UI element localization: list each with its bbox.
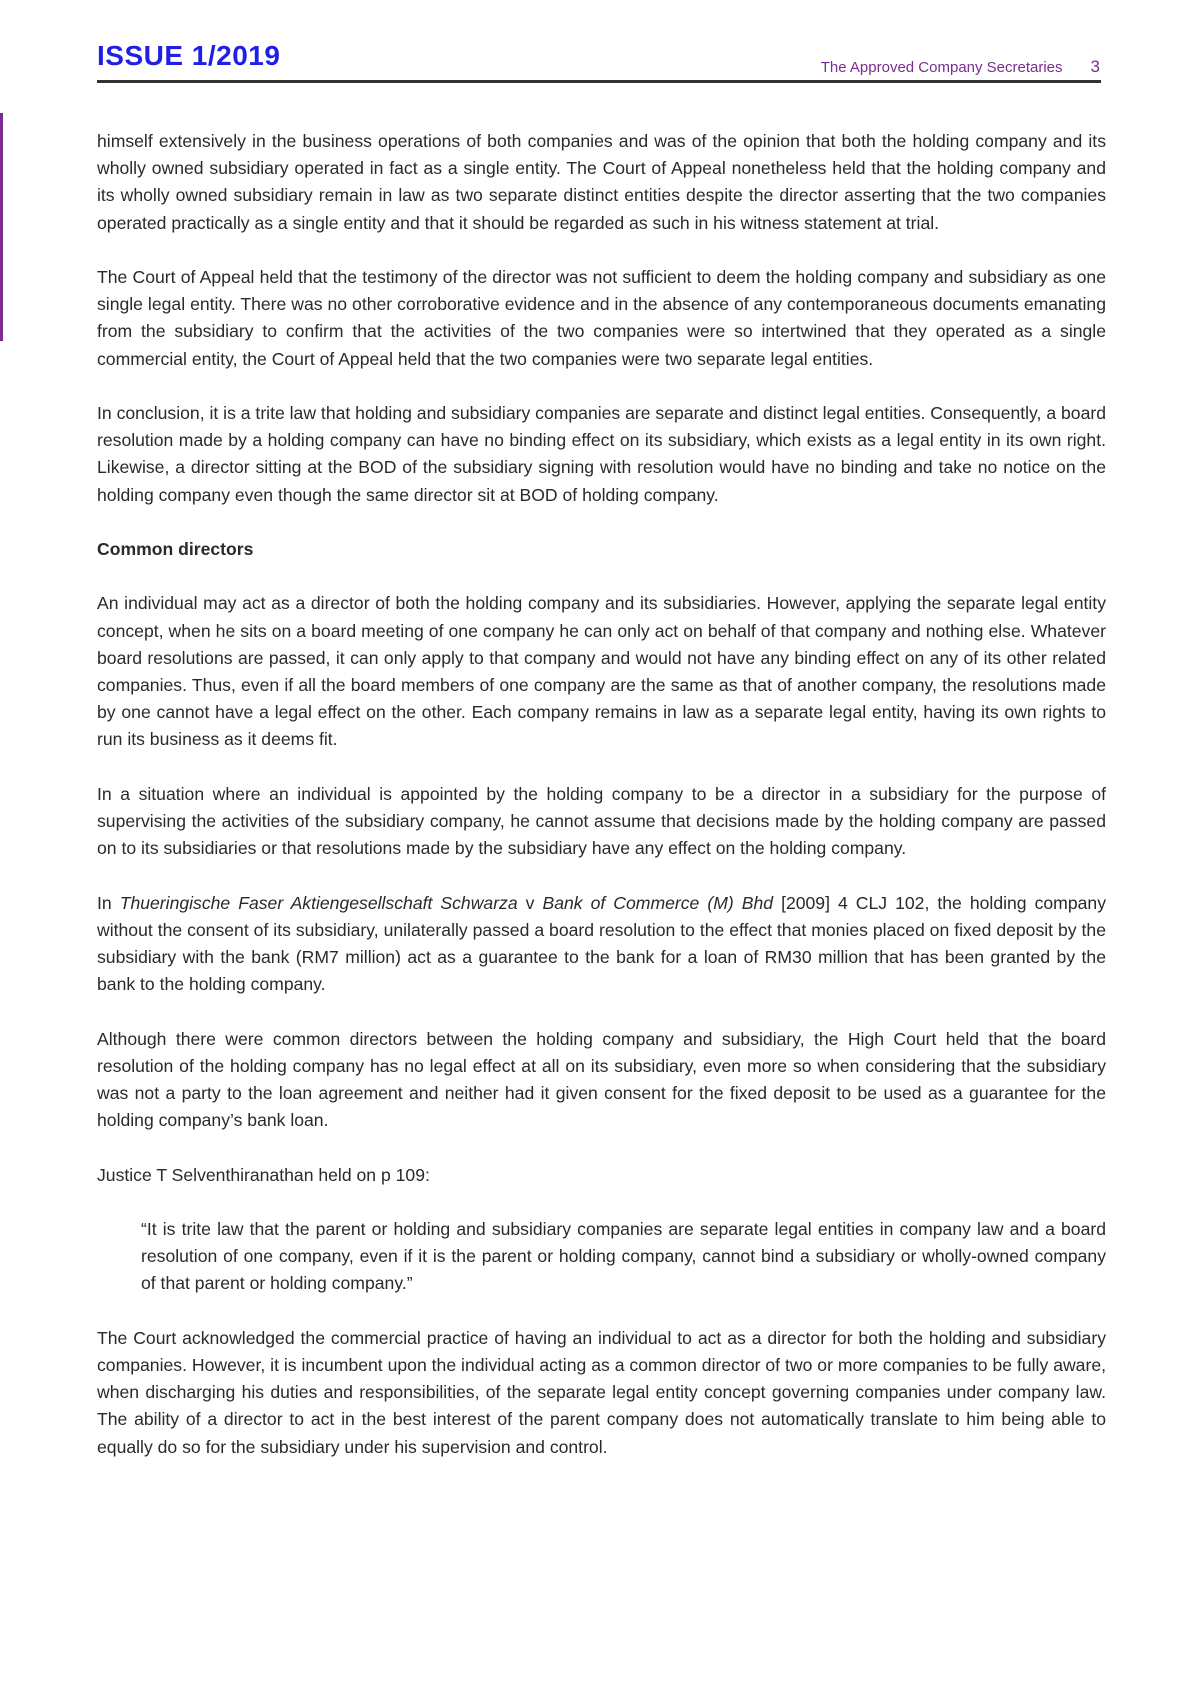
margin-marker xyxy=(0,113,3,341)
paragraph: In a situation where an individual is appointed by the holding company to be a director in a subsidiary for the purpose of supervising the activities of the subsidiary company, he cannot assume that decisions made by the holding company are passed on to its subsidiaries or that resolutions made by the subsidiary have any effect on the holding company. xyxy=(97,783,1106,859)
case-party: Bank of Commerce (M) Bhd xyxy=(542,892,774,913)
section-heading: Common directors xyxy=(97,539,254,559)
paragraph: The Court of Appeal held that the testimony of the director was not sufficient to deem the holding company and subsidiary as one single legal entity. There was no other corroborative evidence and in the absence of any contemporaneous documents emanating from the subsidiary to confirm that the activities of the two companies were so intertwined that they operated as a single commercial entity, the Court of Appeal held that the two companies were two separate legal entities. xyxy=(97,267,1106,369)
running-header xyxy=(821,57,1100,77)
paragraph: himself extensively in the business operations of both companies and was of the opinion that both the holding company and its wholly owned subsidiary operated in fact as a single entity. The Court of Appeal nonetheless held that the holding company and its wholly owned subsidiary remain in law as two separate distinct entities despite the director asserting that the two companies operated practically as a single entity and that it should be regarded as such in his witness statement at trial. xyxy=(97,131,1106,233)
text: In xyxy=(97,892,120,913)
issue-label: ISSUE 1/2019 xyxy=(97,40,281,71)
page-number: 3 xyxy=(1090,57,1100,76)
header-rule xyxy=(97,80,1101,83)
text: v xyxy=(517,892,543,913)
block-quote: “It is trite law that the parent or holding and subsidiary companies are separate legal entities in company law and a board resolution of one company, even if it is the parent or holding company, cannot bind a subsidiary or wholly-owned company of that parent or holding company.” xyxy=(141,1218,1106,1294)
paragraph: The Court acknowledged the commercial practice of having an individual to act as a director for both the holding and subsidiary companies. However, it is incumbent upon the individual acting as a common director of two or more companies to be fully aware, when discharging his duties and responsibilities, of the separate legal entity concept governing companies under company law. The ability of a director to act in the best interest of the parent company does not automatically translate to him being able to equally do so for the subsidiary under his supervision and control. xyxy=(97,1327,1106,1457)
text: [2009] 4 CLJ 102, the holding company without the consent of its subsidiary, unilaterally passed a board resolution to the effect that monies placed on fixed deposit by the subsidiary with the bank (RM7 million) act as a guarantee to the bank for a loan of RM30 million that has been granted by the bank to the holding company. xyxy=(97,892,1106,995)
article-body xyxy=(97,128,1106,1488)
paragraph: An individual may act as a director of both the holding company and its subsidiaries. However, applying the separate legal entity concept, when he sits on a board meeting of one company he can only act on behalf of that company and nothing else. Whatever board resolutions are passed, it can only apply to that company and would not have any binding effect on any of its other related companies. Thus, even if all the board members of one company are the same as that of another company, the resolutions made by one cannot have a legal effect on the other. Each company remains in law as a separate legal entity, having its own rights to run its business as it deems fit. xyxy=(97,593,1106,750)
case-party: Thueringische Faser Aktiengesellschaft Schwarza xyxy=(119,892,518,913)
paragraph: Justice T Selventhiranathan held on p 109: xyxy=(97,1164,430,1185)
publication-title: The Approved Company Secretaries xyxy=(820,59,1063,76)
paragraph-case-citation xyxy=(97,890,1106,999)
paragraph: In conclusion, it is a trite law that holding and subsidiary companies are separate and distinct legal entities. Consequently, a board resolution made by a holding company can have no binding effect on its subsidiary, which exists as a legal entity in its own right. Likewise, a director sitting at the BOD of the subsidiary signing with resolution would have no binding and take no notice on the holding company even though the same director sit at BOD of holding company. xyxy=(97,403,1106,505)
paragraph: Although there were common directors between the holding company and subsidiary, the High Court held that the board resolution of the holding company has no legal effect at all on its subsidiary, even more so when considering that the subsidiary was not a party to the loan agreement and neither had it given consent for the fixed deposit to be used as a guarantee for the holding company’s bank loan. xyxy=(97,1028,1106,1131)
